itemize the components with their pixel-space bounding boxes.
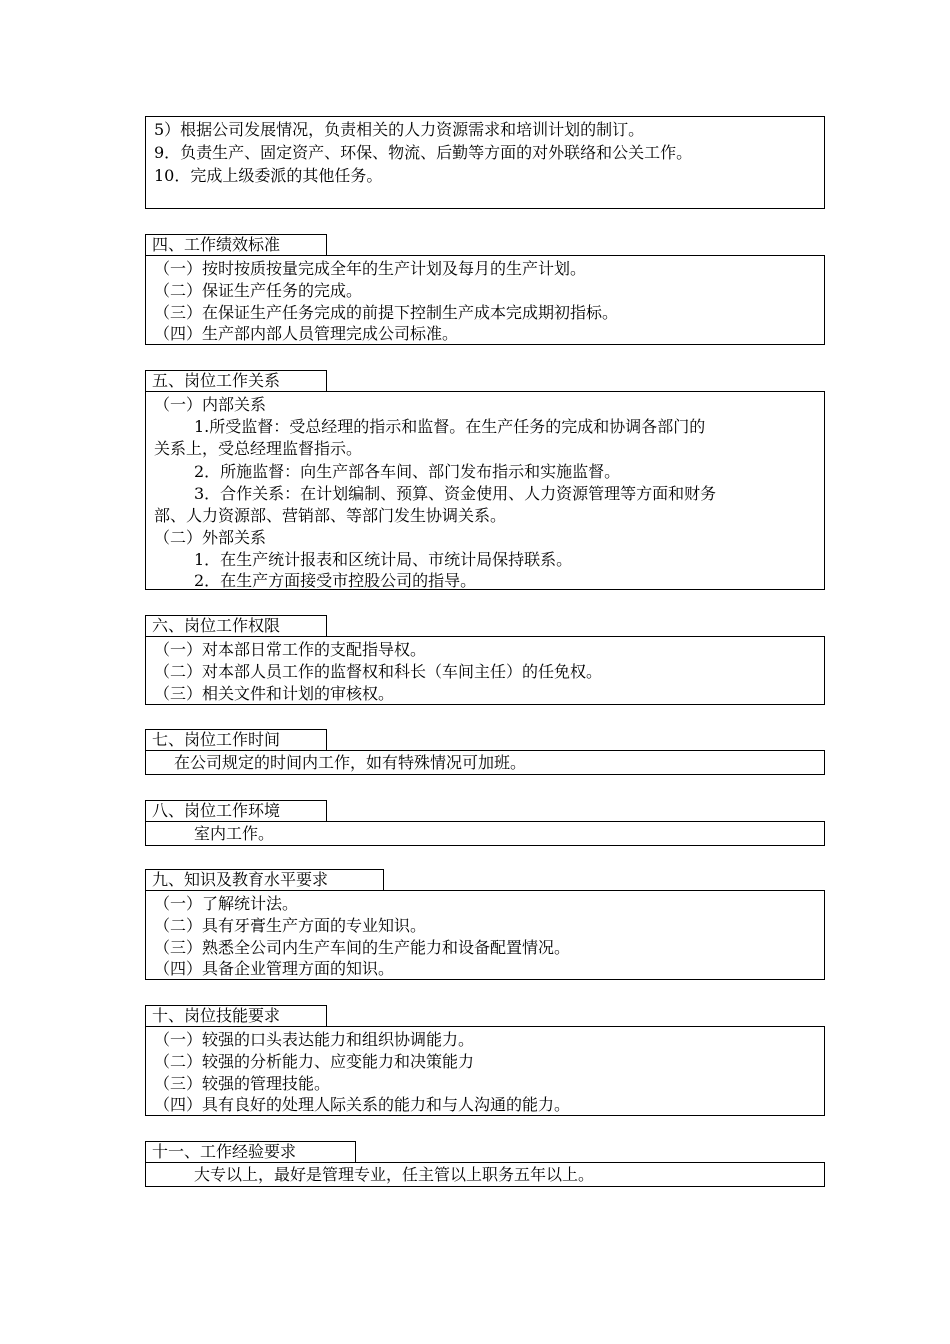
- section-10-line-1: （一）较强的口头表达能力和组织协调能力。: [154, 1030, 475, 1049]
- section-4-line-1: （一）按时按质按量完成全年的生产计划及每月的生产计划。: [154, 259, 587, 278]
- intro-box: [145, 116, 825, 209]
- section-11-line-1: 大专以上，最好是管理专业，任主管以上职务五年以上。: [194, 1165, 595, 1184]
- section-4-box: [145, 255, 825, 345]
- section-4-line-3: （三）在保证生产任务完成的前提下控制生产成本完成期初指标。: [154, 303, 619, 322]
- section-7-header: 七、岗位工作时间: [145, 729, 327, 750]
- section-5-line-1: （一）内部关系: [154, 395, 267, 414]
- intro-line-1: 5）根据公司发展情况，负责相关的人力资源需求和培训计划的制订。: [154, 120, 645, 139]
- section-4-line-4: （四）生产部内部人员管理完成公司标准。: [154, 324, 459, 343]
- section-8-header: 八、岗位工作环境: [145, 800, 327, 821]
- section-4-line-2: （二）保证生产任务的完成。: [154, 281, 363, 300]
- section-9-line-2: （二）具有牙膏生产方面的专业知识。: [154, 916, 427, 935]
- section-5-box: [145, 391, 825, 590]
- section-6-box: [145, 636, 825, 705]
- section-11-box: [145, 1162, 825, 1187]
- section-6-line-3: （三）相关文件和计划的审核权。: [154, 684, 395, 703]
- intro-line-3: 10．完成上级委派的其他任务。: [154, 166, 383, 185]
- section-8-line-1: 室内工作。: [194, 824, 275, 843]
- section-5-line-4: 2．所施监督：向生产部各车间、部门发布指示和实施监督。: [194, 462, 621, 481]
- section-10-line-2: （二）较强的分析能力、应变能力和决策能力: [154, 1052, 475, 1071]
- section-5-line-3: 关系上，受总经理监督指示。: [154, 439, 363, 458]
- section-5-line-7: （二）外部关系: [154, 528, 267, 547]
- section-5-line-5: 3．合作关系：在计划编制、预算、资金使用、人力资源管理等方面和财务: [194, 484, 717, 503]
- section-7-box: [145, 750, 825, 775]
- section-8-box: [145, 821, 825, 846]
- section-6-line-2: （二）对本部人员工作的监督权和科长（车间主任）的任免权。: [154, 662, 603, 681]
- section-6-line-1: （一）对本部日常工作的支配指导权。: [154, 640, 427, 659]
- section-10-box: [145, 1026, 825, 1116]
- section-5-line-9: 2．在生产方面接受市控股公司的指导。: [194, 571, 477, 590]
- section-10-header: 十、岗位技能要求: [145, 1005, 327, 1026]
- section-11-header: 十一、工作经验要求: [145, 1141, 356, 1162]
- section-9-box: [145, 890, 825, 980]
- section-6-header: 六、岗位工作权限: [145, 615, 327, 636]
- section-5-line-6: 部、人力资源部、营销部、等部门发生协调关系。: [154, 506, 507, 525]
- section-9-line-1: （一）了解统计法。: [154, 894, 299, 913]
- section-9-line-3: （三）熟悉全公司内生产车间的生产能力和设备配置情况。: [154, 938, 571, 957]
- section-10-line-4: （四）具有良好的处理人际关系的能力和与人沟通的能力。: [154, 1095, 571, 1114]
- section-5-header: 五、岗位工作关系: [145, 370, 327, 391]
- section-4-header: 四、工作绩效标准: [145, 234, 327, 255]
- section-5-line-8: 1．在生产统计报表和区统计局、市统计局保持联系。: [194, 550, 573, 569]
- section-7-line-1: 在公司规定的时间内工作，如有特殊情况可加班。: [174, 753, 527, 772]
- section-9-line-4: （四）具备企业管理方面的知识。: [154, 959, 395, 978]
- intro-line-2: 9．负责生产、固定资产、环保、物流、后勤等方面的对外联络和公关工作。: [154, 143, 693, 162]
- section-10-line-3: （三）较强的管理技能。: [154, 1074, 331, 1093]
- section-9-header: 九、知识及教育水平要求: [145, 869, 384, 890]
- section-5-line-2: 1.所受监督：受总经理的指示和监督。在生产任务的完成和协调各部门的: [194, 417, 706, 436]
